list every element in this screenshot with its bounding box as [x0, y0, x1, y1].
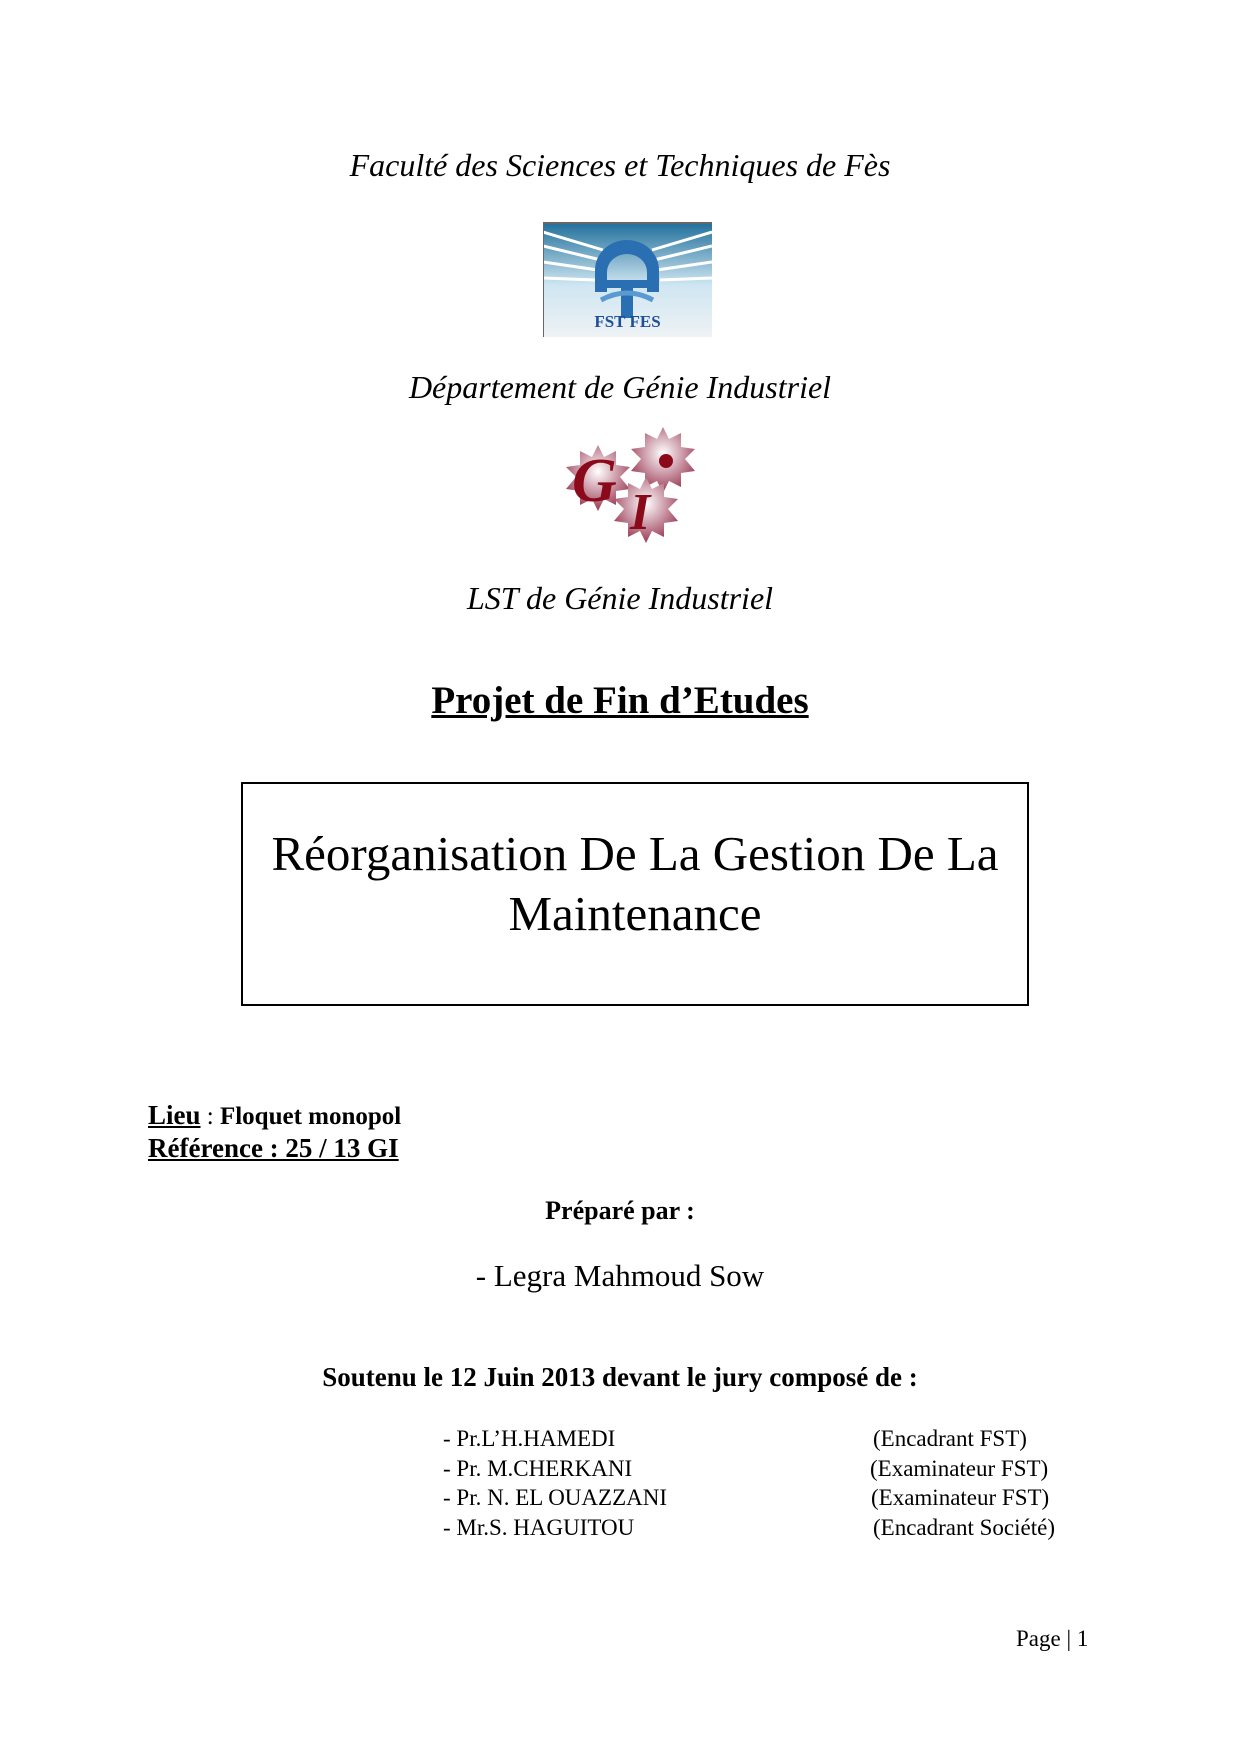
jury-name: - Pr. N. EL OUAZZANI [443, 1485, 668, 1510]
jury-member [443, 1424, 1083, 1454]
location-separator: : [200, 1103, 220, 1130]
location-value: Floquet monopol [219, 1103, 402, 1130]
gi-logo [558, 427, 703, 555]
program-name: LST de Génie Industriel [466, 580, 774, 616]
fst-fes-logo-text: FST FES [594, 312, 661, 331]
defense-statement: Soutenu le 12 Juin 2013 devant le jury composé de : [322, 1362, 918, 1392]
author-name: - Legra Mahmoud Sow [475, 1258, 765, 1293]
reference: Référence : 25 / 13 GI [148, 1133, 399, 1163]
title-line-2: Maintenance [508, 886, 762, 941]
jury-name: - Pr. M.CHERKANI [443, 1455, 633, 1481]
title-box [241, 782, 1029, 1006]
jury-name: - Pr.L’H.HAMEDI [443, 1426, 616, 1451]
fst-fes-logo [543, 222, 712, 337]
location-line [148, 1100, 401, 1131]
jury-member [443, 1513, 1083, 1543]
jury-role: (Encadrant Société) [873, 1514, 1055, 1540]
prepared-by-label: Préparé par : [545, 1196, 695, 1225]
page-number: Page | 1 [1016, 1626, 1089, 1651]
jury-list [443, 1424, 1083, 1542]
jury-role: (Examinateur FST) [870, 1455, 1049, 1481]
faculty-name: Faculté des Sciences et Techniques de Fès [349, 147, 891, 183]
svg-text:I: I [630, 484, 651, 541]
svg-text:G: G [572, 447, 617, 515]
jury-role: (Examinateur FST) [871, 1485, 1050, 1510]
department-name: Département de Génie Industriel [408, 369, 832, 405]
location-label: Lieu [148, 1100, 201, 1130]
title-line-1: Réorganisation De La Gestion De La [271, 826, 999, 881]
jury-member [443, 1483, 1083, 1513]
project-type-heading: Projet de Fin d’Etudes [431, 679, 809, 722]
jury-role: (Encadrant FST) [873, 1426, 1027, 1451]
jury-name: - Mr.S. HAGUITOU [443, 1514, 635, 1540]
jury-member [443, 1454, 1083, 1484]
